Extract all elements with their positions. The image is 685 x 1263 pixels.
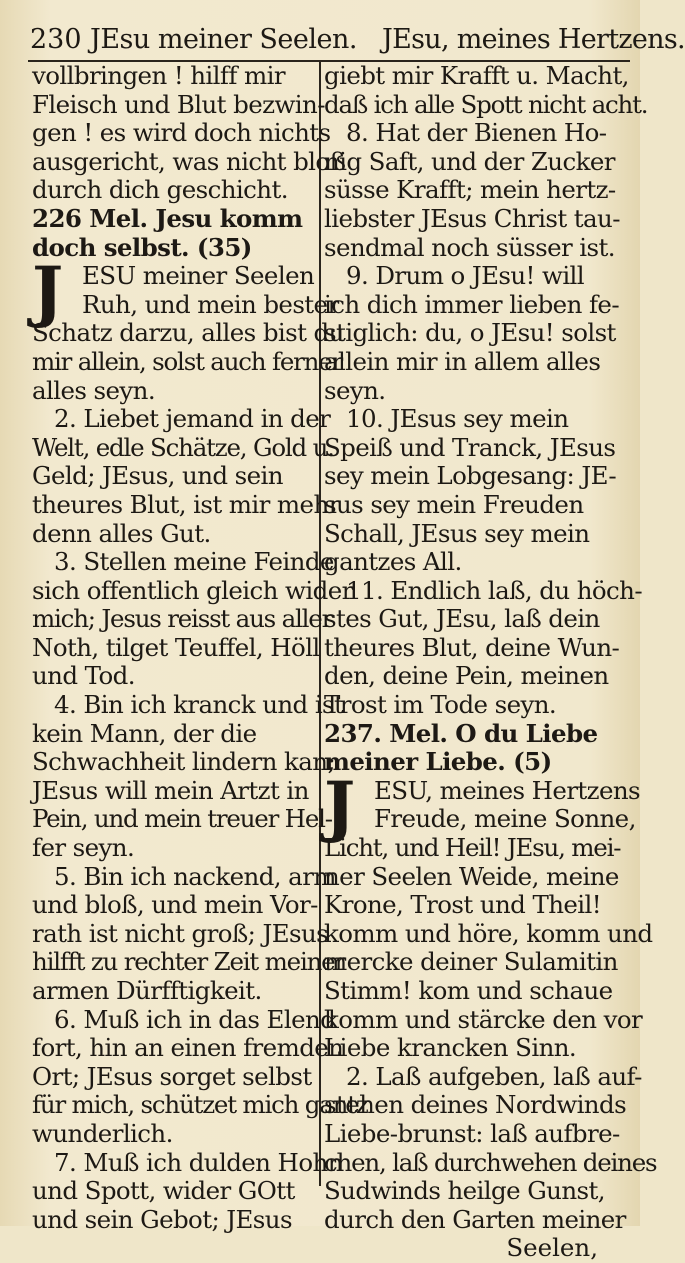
text-line: 5. Bin ich nackend, arm [54, 861, 336, 891]
text-line: und bloß, und mein Vor- [32, 890, 318, 920]
text-line: durch den Garten meiner [324, 1204, 626, 1234]
text-line: ESU meiner Seelen [82, 261, 315, 291]
hymn-heading: 237. Mel. O du Liebe [324, 718, 598, 748]
text-line: 2. Laß aufgeben, laß auf- [346, 1061, 642, 1091]
text-line: Speiß und Tranck, JEsus [324, 432, 616, 462]
drop-cap-block [324, 766, 641, 845]
text-line: Welt, edle Schätze, Gold u. [32, 432, 334, 462]
running-head-left: JEsu meiner Seelen. [90, 24, 357, 55]
text-line: ausgericht, was nicht bloß [32, 146, 346, 176]
text-line: gen ! es wird doch nichts [32, 118, 331, 148]
text-line: 10. JEsus sey mein [346, 404, 569, 434]
text-line: komm und höre, komm und [324, 918, 653, 948]
text-line: 3. Stellen meine Feinde [54, 547, 334, 577]
text-line: vollbringen ! hilff mir [32, 61, 286, 90]
text-line: Fleisch und Blut bezwin- [32, 89, 325, 119]
text-line: Liebe-brunst: laß aufbre- [324, 1118, 620, 1148]
text-line: fort, hin an einen fremden [32, 1033, 344, 1063]
text-line: durch dich geschicht. [32, 175, 288, 205]
text-line: und sein Gebot; JEsus [32, 1204, 292, 1234]
text-line: rath ist nicht groß; JEsus [32, 918, 329, 948]
text-line: wunderlich. [32, 1118, 173, 1148]
hymn-heading: meiner Liebe. (5) [324, 747, 552, 777]
text-line: Geld; JEsus, und sein [32, 461, 283, 491]
text-line: chen, laß durchwehen deines [324, 1147, 657, 1177]
text-line: stes Gut, JEsu, laß dein [324, 604, 600, 634]
drop-cap-initial: J [32, 252, 64, 331]
text-line: Sudwinds heilge Gunst, [324, 1176, 605, 1206]
drop-cap-block [32, 252, 339, 331]
text-line: süsse Krafft; mein hertz- [324, 175, 616, 205]
text-line: stehen deines Nordwinds [324, 1090, 627, 1120]
hymn-heading: doch selbst. (35) [32, 232, 252, 262]
text-line: und Tod. [32, 661, 135, 691]
text-line: für mich, schützet mich gantz [32, 1090, 368, 1120]
text-line: stiglich: du, o JEsu! solst [324, 318, 616, 348]
text-line: Noth, tilget Teuffel, Höll [32, 632, 320, 662]
drop-cap-initial: J [324, 766, 356, 845]
text-line: fer seyn. [32, 833, 135, 863]
text-line: 4. Bin ich kranck und ist [54, 690, 344, 720]
text-line: hilfft zu rechter Zeit meiner [32, 947, 345, 977]
text-line: ner Seelen Weide, meine [324, 861, 619, 891]
text-line: nig Saft, und der Zucker [324, 146, 615, 176]
text-line: Licht, und Heil! JEsu, mei- [324, 833, 621, 863]
text-line: Stimm! kom und schaue [324, 976, 613, 1005]
text-line: sich offentlich gleich wider [32, 575, 353, 605]
text-line: Pein, und mein treuer Hel- [32, 804, 332, 834]
hymn-heading: 226 Mel. Jesu komm [32, 203, 303, 233]
text-line: Schall, JEsus sey mein [324, 518, 590, 548]
text-line: Freude, meine Sonne, [374, 804, 636, 834]
page-number: 230 [30, 24, 82, 55]
text-line: Trost im Tode seyn. [324, 690, 557, 720]
text-line: Schwachheit lindern kan; [32, 747, 336, 777]
text-line: JEsus will mein Artzt in [32, 775, 309, 805]
text-line: seyn. [324, 375, 386, 405]
text-line: ESU, meines Hertzens [374, 775, 641, 805]
text-line: alles seyn. [32, 375, 156, 405]
text-line: Liebe krancken Sinn. [324, 1033, 577, 1063]
text-line: giebt mir Krafft u. Macht, [324, 61, 629, 90]
text-line: theures Blut, deine Wun- [324, 632, 620, 662]
text-line: allein mir in allem alles [324, 346, 601, 376]
running-head-right: JEsu, meines Hertzens. [382, 24, 685, 55]
text-line: komm und stärcke den vor [324, 1004, 643, 1034]
text-line: ich dich immer lieben fe- [324, 289, 619, 319]
text-line: 8. Hat der Bienen Ho- [346, 118, 607, 148]
text-line: denn alles Gut. [32, 518, 211, 548]
text-line: liebster JEsus Christ tau- [324, 203, 620, 233]
text-line: daß ich alle Spott nicht acht. [324, 89, 648, 119]
text-line: den, deine Pein, meinen [324, 661, 609, 691]
text-line: 9. Drum o JEsu! will [346, 261, 585, 291]
text-line: und Spott, wider GOtt [32, 1176, 295, 1206]
text-line: 6. Muß ich in das Elend [54, 1004, 336, 1034]
text-line: mich; Jesus reisst aus aller [32, 604, 333, 634]
text-line: Ort; JEsus sorget selbst [32, 1061, 312, 1091]
text-line: kein Mann, der die [32, 718, 257, 748]
text-line: sendmal noch süsser ist. [324, 232, 615, 262]
text-line: sus sey mein Freuden [324, 489, 584, 519]
text-line: 7. Muß ich dulden Hohn [54, 1147, 343, 1177]
text-line: mir allein, solst auch ferner [32, 346, 343, 376]
text-line: armen Dürfftigkeit. [32, 976, 262, 1005]
text-line: Krone, Trost und Theil! [324, 890, 601, 920]
text-line: 11. Endlich laß, du höch- [346, 575, 642, 605]
text-line: Ruh, und mein bester [82, 289, 339, 319]
catchword: Seelen, [506, 1233, 598, 1263]
left-column [32, 61, 368, 1234]
text-line: gantzes All. [324, 547, 462, 577]
right-column [324, 61, 657, 1263]
text-line: Schatz darzu, alles bist du [32, 318, 344, 348]
text-line: sey mein Lobgesang: JE- [324, 461, 617, 491]
running-header [30, 22, 685, 58]
text-line: theures Blut, ist mir mehr [32, 489, 340, 519]
text-line: mercke deiner Sulamitin [324, 947, 618, 977]
text-line: 2. Liebet jemand in der [54, 404, 331, 434]
